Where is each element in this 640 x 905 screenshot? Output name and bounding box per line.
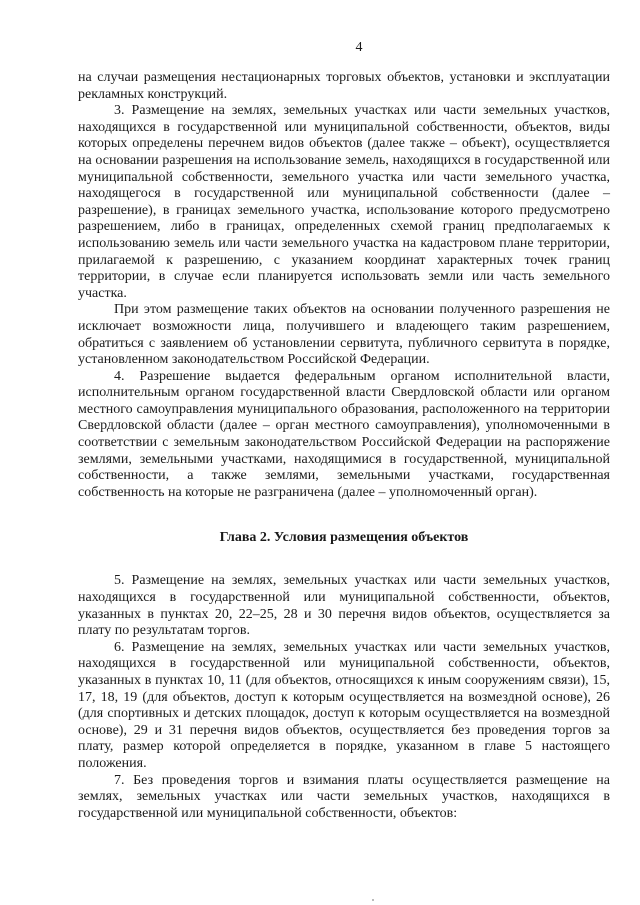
paragraph-3: 3. Размещение на землях, земельных участках или части земельных участков, находящихся в государственной или муниципальной собственности, объектов, виды которых определены перечнем видов объектов (далее также – объект), осуществляется на основании разрешения на использование земель, находящихся в государственной или муниципальной собственности, земельного участка или части земельного участка, находящегося в государственной или муниципальной собственности (далее – разрешение), в границах земельного участка, использование которого предусмотрено разрешением, либо в границах, определенных схемой границ предполагаемых к использованию земель или части земельного участка на кадастровом плане территории, прилагаемой к разрешению, с указанием координат характерных точек границ территории, в случае если планируется использовать земли или часть земельного участка. [78,103,610,301]
paragraph-continuation: на случаи размещения нестационарных торговых объектов, установки и эксплуатации рекламных конструкций. [78,70,610,102]
scan-speck [372,899,374,901]
paragraph-5: 5. Размещение на землях, земельных участках или части земельных участков, находящихся в государственной или муниципальной собственности, объектов, указанных в пунктах 20, 22–25, 28 и 30 перечня видов объектов, осуществляется за плату по результатам торгов. [78,573,610,639]
paragraph-6: 6. Размещение на землях, земельных участках или части земельных участков, находящихся в государственной или муниципальной собственности, объектов, указанных в пунктах 10, 11 (для объектов, относящихся к иным сооружениям связи), 15, 17, 18, 19 (для объектов, доступ к которым осуществляется на возмездной основе), 26 (для спортивных и детских площадок, доступ к которым осуществляется на возмездной основе), 29 и 31 перечня видов объектов, осуществляется без проведения торгов за плату, размер которой определяется в порядке, указанном в главе 5 настоящего положения. [78,639,610,771]
paragraph-4: 4. Разрешение выдается федеральным органом исполнительной власти, исполнительным органом государственной власти Свердловской области или органом местного самоуправления муниципального образования, расположенного на территории Свердловской области (далее – орган местного самоуправления), уполномоченными в соответствии с земельным законодательством Российской Федерации на распоряжение землями, земельными участками, находящимися в государственной, муниципальной собственности, а также землями, земельными участками, государственная собственность на которые не разграничена (далее – уполномоченный орган). [78,368,610,500]
chapter-heading: Глава 2. Условия размещения объектов [219,530,469,546]
paragraph-3-servitude: При этом размещение таких объектов на основании полученного разрешения не исключает возможности лица, получившего и владеющего таким разрешением, обратиться с заявлением об установлении сервитута, публичного сервитута в порядке, установленном законодательством Российской Федерации. [78,302,610,368]
page-number: 4 [355,40,363,55]
paragraph-7: 7. Без проведения торгов и взимания платы осуществляется размещение на землях, земельных участках или части земельных участков, находящихся в государственной или муниципальной собственности, объектов: [78,772,610,821]
